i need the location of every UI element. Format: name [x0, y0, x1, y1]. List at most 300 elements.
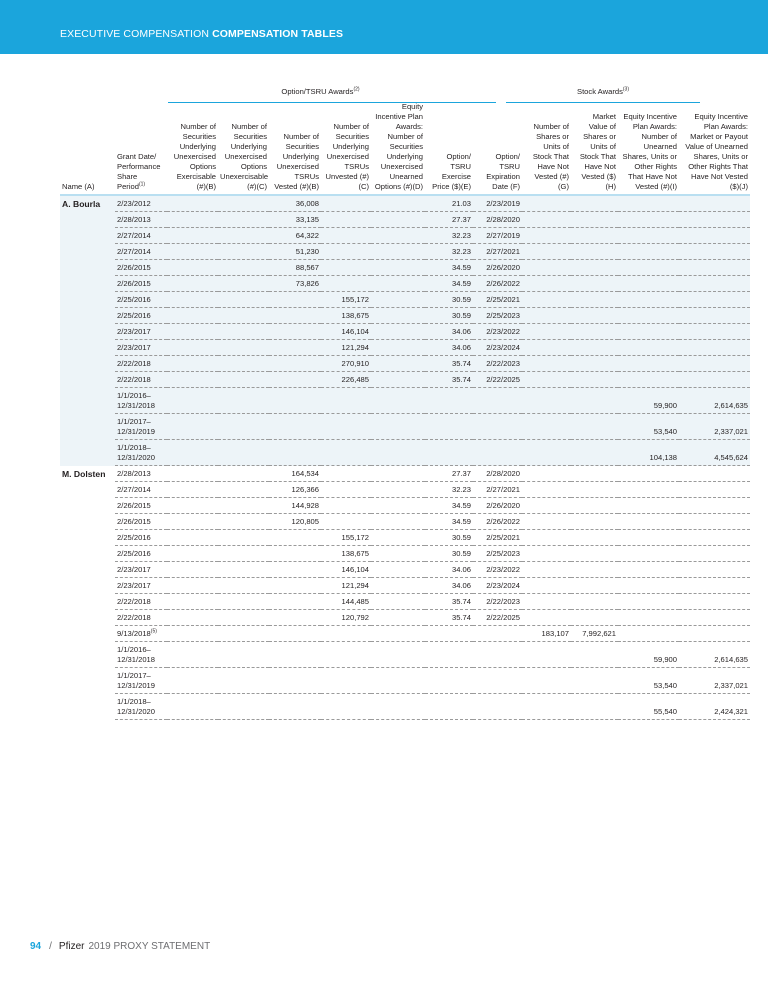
table-row [60, 562, 750, 578]
unearned-options-cell [371, 694, 425, 720]
grant-date-cell: 2/25/2016 [115, 530, 167, 546]
expiration-date-cell: 2/22/2025 [473, 610, 522, 626]
options-exercisable-cell [167, 694, 218, 720]
shares-not-vested-cell [522, 292, 571, 308]
unearned-options-cell [371, 292, 425, 308]
options-unexercisable-cell [218, 356, 269, 372]
payout-value-cell [679, 594, 750, 610]
unearned-shares-cell [618, 466, 679, 482]
grant-date-cell: 2/26/2015 [115, 260, 167, 276]
grant-date-cell: 1/1/2017– 12/31/2019 [115, 414, 167, 440]
tsrus-unvested-cell: 146,104 [321, 562, 371, 578]
unearned-shares-cell: 53,540 [618, 414, 679, 440]
shares-not-vested-cell [522, 260, 571, 276]
expiration-date-cell: 2/22/2023 [473, 356, 522, 372]
tsrus-vested-cell [269, 414, 321, 440]
options-unexercisable-cell [218, 440, 269, 466]
unearned-options-cell [371, 668, 425, 694]
expiration-date-cell: 2/25/2021 [473, 292, 522, 308]
options-exercisable-cell [167, 195, 218, 212]
tsrus-vested-cell [269, 668, 321, 694]
shares-not-vested-cell [522, 276, 571, 292]
payout-value-cell: 2,337,021 [679, 414, 750, 440]
executive-group-bourla [60, 195, 750, 466]
exercise-price-cell [425, 668, 473, 694]
tsrus-vested-cell: 164,534 [269, 466, 321, 482]
unearned-shares-cell [618, 276, 679, 292]
market-value-not-vested-cell [571, 514, 618, 530]
unearned-options-cell [371, 260, 425, 276]
expiration-date-cell: 2/23/2024 [473, 340, 522, 356]
expiration-date-cell: 2/27/2019 [473, 228, 522, 244]
grant-date-cell: 2/28/2013 [115, 466, 167, 482]
footer-brand: Pfizer [58, 941, 85, 952]
options-exercisable-cell [167, 482, 218, 498]
exercise-price-cell: 34.06 [425, 324, 473, 340]
grant-date-cell: 1/1/2018– 12/31/2020 [115, 694, 167, 720]
exercise-price-cell: 30.59 [425, 292, 473, 308]
options-unexercisable-cell [218, 276, 269, 292]
grant-date-cell: 1/1/2016– 12/31/2018 [115, 388, 167, 414]
options-unexercisable-cell [218, 308, 269, 324]
exercise-price-cell [425, 626, 473, 642]
tsrus-unvested-cell [321, 642, 371, 668]
unearned-options-cell [371, 610, 425, 626]
tsrus-unvested-cell [321, 388, 371, 414]
shares-not-vested-cell [522, 372, 571, 388]
unearned-options-cell [371, 482, 425, 498]
unearned-shares-cell [618, 530, 679, 546]
options-exercisable-cell [167, 244, 218, 260]
options-unexercisable-cell [218, 530, 269, 546]
tsrus-unvested-cell [321, 626, 371, 642]
shares-not-vested-cell [522, 340, 571, 356]
exercise-price-cell: 34.59 [425, 498, 473, 514]
unearned-shares-cell [618, 562, 679, 578]
options-exercisable-cell [167, 642, 218, 668]
unearned-shares-cell [618, 482, 679, 498]
shares-not-vested-cell [522, 195, 571, 212]
market-value-not-vested-cell [571, 212, 618, 228]
stock-awards-label: Stock Awards [577, 87, 623, 96]
unearned-options-cell [371, 340, 425, 356]
unearned-options-cell [371, 244, 425, 260]
options-exercisable-cell [167, 546, 218, 562]
options-exercisable-cell [167, 276, 218, 292]
tsrus-unvested-cell: 121,294 [321, 578, 371, 594]
tsrus-vested-cell: 33,135 [269, 212, 321, 228]
section-title [60, 28, 343, 40]
market-value-not-vested-cell [571, 324, 618, 340]
unearned-options-cell [371, 388, 425, 414]
unearned-shares-cell [618, 244, 679, 260]
executive-name: M. Dolsten [60, 466, 115, 720]
expiration-date-cell: 2/25/2021 [473, 530, 522, 546]
payout-value-cell [679, 292, 750, 308]
exercise-price-cell: 27.37 [425, 466, 473, 482]
unearned-options-cell [371, 562, 425, 578]
col-header-tsrus-unvested: Number of Securities Underlying Unexercised TSRUs Unvested (#)(C) [321, 102, 371, 195]
table-row [60, 498, 750, 514]
col-header-options-unexercisable: Number of Securities Underlying Unexercised Options Unexercisable (#)(C) [218, 102, 269, 195]
tsrus-vested-cell [269, 610, 321, 626]
col-header-tsrus-vested: Number of Securities Underlying Unexercised TSRUs Vested (#)(B) [269, 102, 321, 195]
footer-doc-title: 2019 PROXY STATEMENT [88, 941, 211, 952]
tsrus-vested-cell [269, 562, 321, 578]
market-value-not-vested-cell [571, 482, 618, 498]
payout-value-cell [679, 324, 750, 340]
exercise-price-cell [425, 388, 473, 414]
payout-value-cell [679, 308, 750, 324]
tsrus-unvested-cell: 226,485 [321, 372, 371, 388]
exercise-price-cell: 32.23 [425, 482, 473, 498]
col-header-expiration-date: Option/ TSRU Expiration Date (F) [473, 102, 522, 195]
tsrus-unvested-cell [321, 466, 371, 482]
options-exercisable-cell [167, 388, 218, 414]
col-header-period: Grant Date/ Performance Share Period$^{(1)}$ [115, 102, 167, 195]
payout-value-cell [679, 212, 750, 228]
option-awards-label: Option/TSRU Awards [281, 87, 354, 96]
tsrus-vested-cell: 36,008 [269, 195, 321, 212]
table-row [60, 694, 750, 720]
table-row [60, 482, 750, 498]
tsrus-unvested-cell [321, 440, 371, 466]
tsrus-vested-cell [269, 578, 321, 594]
unearned-shares-cell [618, 212, 679, 228]
table-row [60, 260, 750, 276]
grant-date-cell: 2/25/2016 [115, 546, 167, 562]
table-row [60, 466, 750, 482]
options-exercisable-cell [167, 372, 218, 388]
market-value-not-vested-cell [571, 498, 618, 514]
tsrus-unvested-cell [321, 260, 371, 276]
executive-name: A. Bourla [60, 195, 115, 466]
shares-not-vested-cell [522, 514, 571, 530]
page-footer [30, 941, 210, 952]
exercise-price-cell [425, 440, 473, 466]
col-header-name: Name (A) [60, 102, 115, 195]
shares-not-vested-cell [522, 642, 571, 668]
exercise-price-cell: 35.74 [425, 610, 473, 626]
table-row [60, 340, 750, 356]
exercise-price-cell: 32.23 [425, 228, 473, 244]
options-exercisable-cell [167, 440, 218, 466]
expiration-date-cell [473, 414, 522, 440]
unearned-shares-cell [618, 324, 679, 340]
table-row [60, 530, 750, 546]
options-unexercisable-cell [218, 642, 269, 668]
tsrus-vested-cell: 126,366 [269, 482, 321, 498]
options-unexercisable-cell [218, 212, 269, 228]
market-value-not-vested-cell [571, 308, 618, 324]
unearned-shares-cell [618, 546, 679, 562]
unearned-shares-cell [618, 356, 679, 372]
payout-value-cell [679, 530, 750, 546]
table-row [60, 276, 750, 292]
market-value-not-vested-cell [571, 340, 618, 356]
payout-value-cell [679, 578, 750, 594]
tsrus-vested-cell: 120,805 [269, 514, 321, 530]
exercise-price-cell [425, 414, 473, 440]
exercise-price-cell: 30.59 [425, 308, 473, 324]
grant-date-cell: 2/22/2018 [115, 356, 167, 372]
options-exercisable-cell [167, 610, 218, 626]
payout-value-cell [679, 482, 750, 498]
market-value-not-vested-cell [571, 440, 618, 466]
unearned-options-cell [371, 642, 425, 668]
grant-date-cell: 9/13/2018$^{(5)}$ [115, 626, 167, 642]
exercise-price-cell [425, 642, 473, 668]
tsrus-unvested-cell: 146,104 [321, 324, 371, 340]
market-value-not-vested-cell [571, 195, 618, 212]
expiration-date-cell: 2/23/2022 [473, 562, 522, 578]
grant-date-cell: 2/23/2017 [115, 562, 167, 578]
tsrus-vested-cell: 88,567 [269, 260, 321, 276]
options-exercisable-cell [167, 356, 218, 372]
tsrus-unvested-cell: 138,675 [321, 546, 371, 562]
market-value-not-vested-cell [571, 530, 618, 546]
unearned-options-cell [371, 308, 425, 324]
tsrus-unvested-cell: 270,910 [321, 356, 371, 372]
grant-date-cell: 1/1/2018– 12/31/2020 [115, 440, 167, 466]
market-value-not-vested-cell [571, 244, 618, 260]
market-value-not-vested-cell [571, 466, 618, 482]
market-value-not-vested-cell [571, 356, 618, 372]
table-row [60, 228, 750, 244]
expiration-date-cell: 2/23/2024 [473, 578, 522, 594]
table-row [60, 388, 750, 414]
shares-not-vested-cell [522, 466, 571, 482]
unearned-options-cell [371, 356, 425, 372]
exercise-price-cell: 34.59 [425, 260, 473, 276]
grant-date-cell: 2/22/2018 [115, 610, 167, 626]
options-unexercisable-cell [218, 228, 269, 244]
unearned-shares-cell: 55,540 [618, 694, 679, 720]
options-exercisable-cell [167, 414, 218, 440]
col-header-market-value-not-vested: Market Value of Shares or Units of Stock That Have Not Vested ($)(H) [571, 102, 618, 195]
tsrus-unvested-cell [321, 212, 371, 228]
expiration-date-cell [473, 694, 522, 720]
shares-not-vested-cell [522, 546, 571, 562]
options-exercisable-cell [167, 668, 218, 694]
grant-date-cell: 2/23/2017 [115, 324, 167, 340]
col-header-unearned-options: Equity Incentive Plan Awards: Number of Securities Underlying Unexercised Unearned Options (#)(D) [371, 102, 425, 195]
unearned-options-cell [371, 626, 425, 642]
grant-date-cell: 2/28/2013 [115, 212, 167, 228]
grant-date-cell: 2/23/2017 [115, 340, 167, 356]
tsrus-unvested-cell [321, 244, 371, 260]
shares-not-vested-cell [522, 482, 571, 498]
market-value-not-vested-cell [571, 694, 618, 720]
grant-date-cell: 2/26/2015 [115, 276, 167, 292]
tsrus-vested-cell [269, 388, 321, 414]
table-row [60, 546, 750, 562]
market-value-not-vested-cell [571, 276, 618, 292]
exercise-price-cell: 27.37 [425, 212, 473, 228]
tsrus-unvested-cell: 121,294 [321, 340, 371, 356]
exercise-price-cell: 30.59 [425, 546, 473, 562]
tsrus-vested-cell [269, 642, 321, 668]
options-exercisable-cell [167, 340, 218, 356]
footnote-ref: (2) [353, 86, 360, 93]
payout-value-cell [679, 466, 750, 482]
unearned-options-cell [371, 414, 425, 440]
grant-date-cell: 2/26/2015 [115, 498, 167, 514]
exercise-price-cell: 32.23 [425, 244, 473, 260]
payout-value-cell: 4,545,624 [679, 440, 750, 466]
exercise-price-cell: 34.06 [425, 578, 473, 594]
unearned-options-cell [371, 276, 425, 292]
unearned-options-cell [371, 514, 425, 530]
options-unexercisable-cell [218, 414, 269, 440]
options-exercisable-cell [167, 594, 218, 610]
table-row [60, 414, 750, 440]
grant-date-cell: 2/22/2018 [115, 594, 167, 610]
shares-not-vested-cell: 183,107 [522, 626, 571, 642]
payout-value-cell [679, 626, 750, 642]
expiration-date-cell [473, 668, 522, 694]
options-exercisable-cell [167, 562, 218, 578]
market-value-not-vested-cell [571, 292, 618, 308]
unearned-options-cell [371, 594, 425, 610]
exercise-price-cell: 35.74 [425, 594, 473, 610]
options-unexercisable-cell [218, 292, 269, 308]
table-row [60, 578, 750, 594]
col-header-options-exercisable: Number of Securities Underlying Unexercised Options Exercisable (#)(B) [167, 102, 218, 195]
expiration-date-cell: 2/26/2022 [473, 514, 522, 530]
col-header-shares-not-vested: Number of Shares or Units of Stock That Have Not Vested (#)(G) [522, 102, 571, 195]
unearned-shares-cell [618, 610, 679, 626]
shares-not-vested-cell [522, 440, 571, 466]
shares-not-vested-cell [522, 668, 571, 694]
unearned-options-cell [371, 212, 425, 228]
table-row [60, 195, 750, 212]
stock-awards-group-header [506, 87, 700, 96]
payout-value-cell: 2,614,635 [679, 642, 750, 668]
expiration-date-cell: 2/26/2020 [473, 260, 522, 276]
expiration-date-cell: 2/23/2019 [473, 195, 522, 212]
market-value-not-vested-cell [571, 594, 618, 610]
footnote-ref: (3) [622, 86, 629, 93]
exercise-price-cell: 34.06 [425, 562, 473, 578]
table-row [60, 440, 750, 466]
shares-not-vested-cell [522, 308, 571, 324]
payout-value-cell [679, 276, 750, 292]
unearned-options-cell [371, 498, 425, 514]
tsrus-unvested-cell: 155,172 [321, 292, 371, 308]
unearned-shares-cell [618, 195, 679, 212]
expiration-date-cell [473, 626, 522, 642]
unearned-options-cell [371, 195, 425, 212]
options-exercisable-cell [167, 212, 218, 228]
grant-date-cell: 2/23/2012 [115, 195, 167, 212]
market-value-not-vested-cell [571, 260, 618, 276]
options-unexercisable-cell [218, 546, 269, 562]
tsrus-unvested-cell: 120,792 [321, 610, 371, 626]
tsrus-vested-cell: 73,826 [269, 276, 321, 292]
footer-separator: / [49, 941, 52, 952]
unearned-shares-cell: 59,900 [618, 388, 679, 414]
table-row [60, 642, 750, 668]
table-row [60, 610, 750, 626]
market-value-not-vested-cell [571, 372, 618, 388]
exercise-price-cell: 35.74 [425, 356, 473, 372]
options-exercisable-cell [167, 530, 218, 546]
market-value-not-vested-cell [571, 228, 618, 244]
options-unexercisable-cell [218, 466, 269, 482]
tsrus-unvested-cell [321, 276, 371, 292]
market-value-not-vested-cell [571, 414, 618, 440]
column-header-row [60, 102, 750, 195]
grant-date-cell: 2/25/2016 [115, 292, 167, 308]
options-unexercisable-cell [218, 372, 269, 388]
market-value-not-vested-cell [571, 578, 618, 594]
shares-not-vested-cell [522, 244, 571, 260]
table-row [60, 626, 750, 642]
shares-not-vested-cell [522, 228, 571, 244]
expiration-date-cell: 2/26/2020 [473, 498, 522, 514]
options-unexercisable-cell [218, 594, 269, 610]
table-row [60, 212, 750, 228]
payout-value-cell [679, 372, 750, 388]
payout-value-cell [679, 244, 750, 260]
unearned-options-cell [371, 324, 425, 340]
shares-not-vested-cell [522, 578, 571, 594]
market-value-not-vested-cell [571, 610, 618, 626]
unearned-shares-cell [618, 308, 679, 324]
table-row [60, 292, 750, 308]
payout-value-cell [679, 340, 750, 356]
options-unexercisable-cell [218, 260, 269, 276]
tsrus-unvested-cell [321, 694, 371, 720]
payout-value-cell: 2,424,321 [679, 694, 750, 720]
options-unexercisable-cell [218, 514, 269, 530]
col-header-unearned-shares: Equity Incentive Plan Awards: Number of Unearned Shares, Units or Other Rights That Have Not Vested (#)(I) [618, 102, 679, 195]
tsrus-vested-cell [269, 308, 321, 324]
market-value-not-vested-cell [571, 642, 618, 668]
grant-date-cell: 2/27/2014 [115, 244, 167, 260]
payout-value-cell [679, 356, 750, 372]
tsrus-unvested-cell [321, 228, 371, 244]
shares-not-vested-cell [522, 610, 571, 626]
options-unexercisable-cell [218, 694, 269, 720]
tsrus-vested-cell [269, 340, 321, 356]
tsrus-vested-cell [269, 594, 321, 610]
tsrus-vested-cell: 64,322 [269, 228, 321, 244]
exercise-price-cell: 34.59 [425, 276, 473, 292]
table-row [60, 594, 750, 610]
options-exercisable-cell [167, 308, 218, 324]
table-row [60, 514, 750, 530]
options-unexercisable-cell [218, 244, 269, 260]
section-header-bar [0, 0, 768, 54]
unearned-shares-cell [618, 594, 679, 610]
payout-value-cell [679, 562, 750, 578]
unearned-shares-cell [618, 260, 679, 276]
tsrus-vested-cell: 144,928 [269, 498, 321, 514]
expiration-date-cell: 2/28/2020 [473, 466, 522, 482]
grant-date-cell: 1/1/2017– 12/31/2019 [115, 668, 167, 694]
unearned-shares-cell [618, 228, 679, 244]
options-unexercisable-cell [218, 578, 269, 594]
payout-value-cell [679, 546, 750, 562]
grant-date-cell: 1/1/2016– 12/31/2018 [115, 642, 167, 668]
table-row [60, 356, 750, 372]
options-unexercisable-cell [218, 498, 269, 514]
exercise-price-cell: 35.74 [425, 372, 473, 388]
col-header-exercise-price: Option/ TSRU Exercise Price ($)(E) [425, 102, 473, 195]
grant-date-cell: 2/23/2017 [115, 578, 167, 594]
